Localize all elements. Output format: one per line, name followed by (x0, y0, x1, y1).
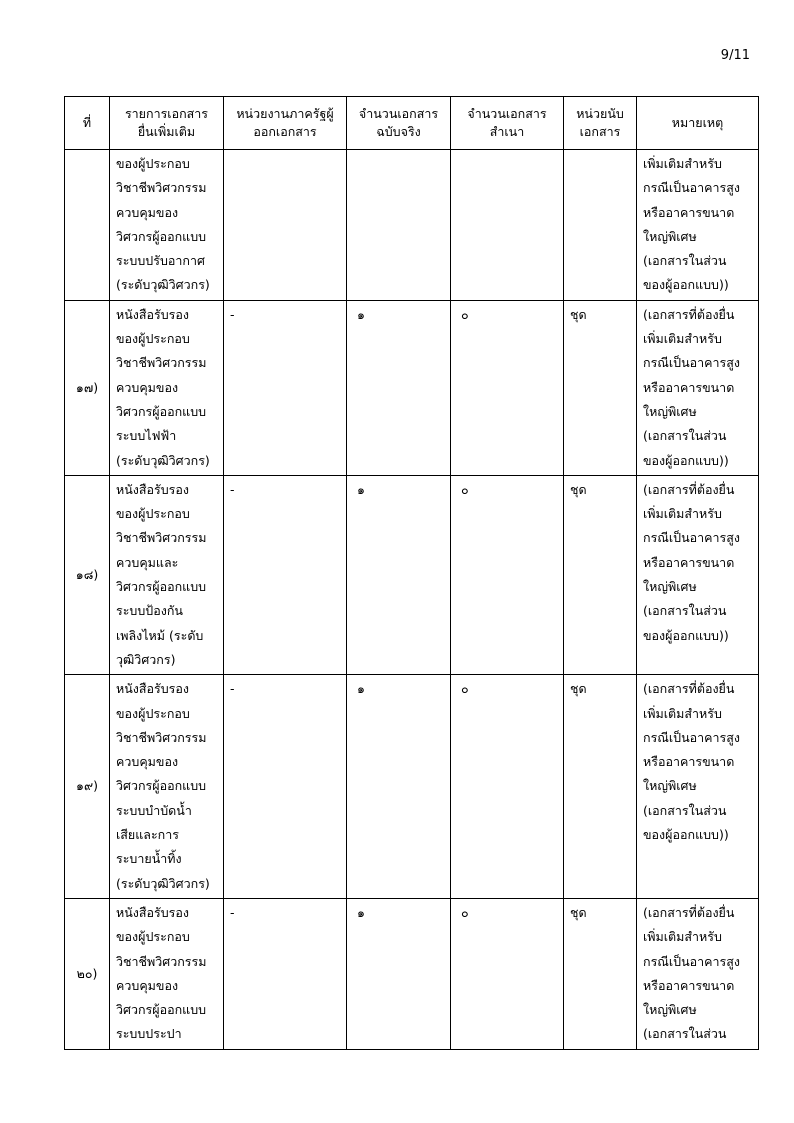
cell-agency (224, 150, 347, 301)
cell-agency: - (224, 898, 347, 1049)
cell-original: ๑ (347, 898, 451, 1049)
cell-no (65, 150, 110, 301)
cell-item: หนังสือรับรอง ของผู้ประกอบ วิชาชีพวิศวกรรม ควบคุมของ วิศวกรผู้ออกแบบ ระบบบำบัดน้ำ เสียและการ ระบายน้ำทิ้ง (ระดับวุฒิวิศวกร) (110, 675, 224, 899)
cell-no: ๑๙) (65, 675, 110, 899)
cell-no: ๒๐) (65, 898, 110, 1049)
cell-note: (เอกสารที่ต้องยื่น เพิ่มเติมสำหรับ กรณีเป็นอาคารสูง หรืออาคารขนาด ใหญ่พิเศษ (เอกสารในส่วน ของผู้ออกแบบ)) (637, 675, 759, 899)
cell-item: ของผู้ประกอบ วิชาชีพวิศวกรรม ควบคุมของ วิศวกรผู้ออกแบบ ระบบปรับอากาศ (ระดับวุฒิวิศวกร) (110, 150, 224, 301)
cell-unit: ชุด (564, 300, 637, 475)
header-unit: หน่วยนับ เอกสาร (564, 97, 637, 150)
cell-copy: ๐ (451, 475, 564, 674)
cell-unit: ชุด (564, 675, 637, 899)
header-copy: จำนวนเอกสาร สำเนา (451, 97, 564, 150)
cell-note: (เอกสารที่ต้องยื่น เพิ่มเติมสำหรับ กรณีเป็นอาคารสูง หรืออาคารขนาด ใหญ่พิเศษ (เอกสารในส่วน ของผู้ออกแบบ)) (637, 300, 759, 475)
table-row (65, 898, 759, 1049)
cell-note: (เอกสารที่ต้องยื่น เพิ่มเติมสำหรับ กรณีเป็นอาคารสูง หรืออาคารขนาด ใหญ่พิเศษ (เอกสารในส่วน ของผู้ออกแบบ)) (637, 475, 759, 674)
cell-agency: - (224, 675, 347, 899)
header-no: ที่ (65, 97, 110, 150)
table-row (65, 475, 759, 674)
header-item: รายการเอกสาร ยื่นเพิ่มเติม (110, 97, 224, 150)
cell-original: ๑ (347, 475, 451, 674)
cell-note: เพิ่มเติมสำหรับ กรณีเป็นอาคารสูง หรืออาคารขนาด ใหญ่พิเศษ (เอกสารในส่วน ของผู้ออกแบบ)) (637, 150, 759, 301)
cell-note: (เอกสารที่ต้องยื่น เพิ่มเติมสำหรับ กรณีเป็นอาคารสูง หรืออาคารขนาด ใหญ่พิเศษ (เอกสารในส่วน (637, 898, 759, 1049)
cell-copy: ๐ (451, 898, 564, 1049)
cell-unit (564, 150, 637, 301)
cell-item: หนังสือรับรอง ของผู้ประกอบ วิชาชีพวิศวกรรม ควบคุมและ วิศวกรผู้ออกแบบ ระบบป้องกัน เพลิงไหม้ (ระดับ วุฒิวิศวกร) (110, 475, 224, 674)
page-number: 9/11 (720, 48, 750, 63)
cell-agency: - (224, 475, 347, 674)
cell-copy: ๐ (451, 300, 564, 475)
cell-copy (451, 150, 564, 301)
documents-table (64, 96, 759, 1050)
cell-item: หนังสือรับรอง ของผู้ประกอบ วิชาชีพวิศวกรรม ควบคุมของ วิศวกรผู้ออกแบบ ระบบไฟฟ้า (ระดับวุฒิวิศวกร) (110, 300, 224, 475)
cell-original: ๑ (347, 675, 451, 899)
cell-unit: ชุด (564, 898, 637, 1049)
cell-original (347, 150, 451, 301)
cell-item: หนังสือรับรอง ของผู้ประกอบ วิชาชีพวิศวกรรม ควบคุมของ วิศวกรผู้ออกแบบ ระบบประปา (110, 898, 224, 1049)
cell-copy: ๐ (451, 675, 564, 899)
table-row (65, 675, 759, 899)
cell-original: ๑ (347, 300, 451, 475)
table-header-row (65, 97, 759, 150)
header-agency: หน่วยงานภาครัฐผู้ ออกเอกสาร (224, 97, 347, 150)
header-note: หมายเหตุ (637, 97, 759, 150)
header-original: จำนวนเอกสาร ฉบับจริง (347, 97, 451, 150)
cell-agency: - (224, 300, 347, 475)
table-row (65, 300, 759, 475)
cell-no: ๑๗) (65, 300, 110, 475)
cell-unit: ชุด (564, 475, 637, 674)
table-row (65, 150, 759, 301)
cell-no: ๑๘) (65, 475, 110, 674)
